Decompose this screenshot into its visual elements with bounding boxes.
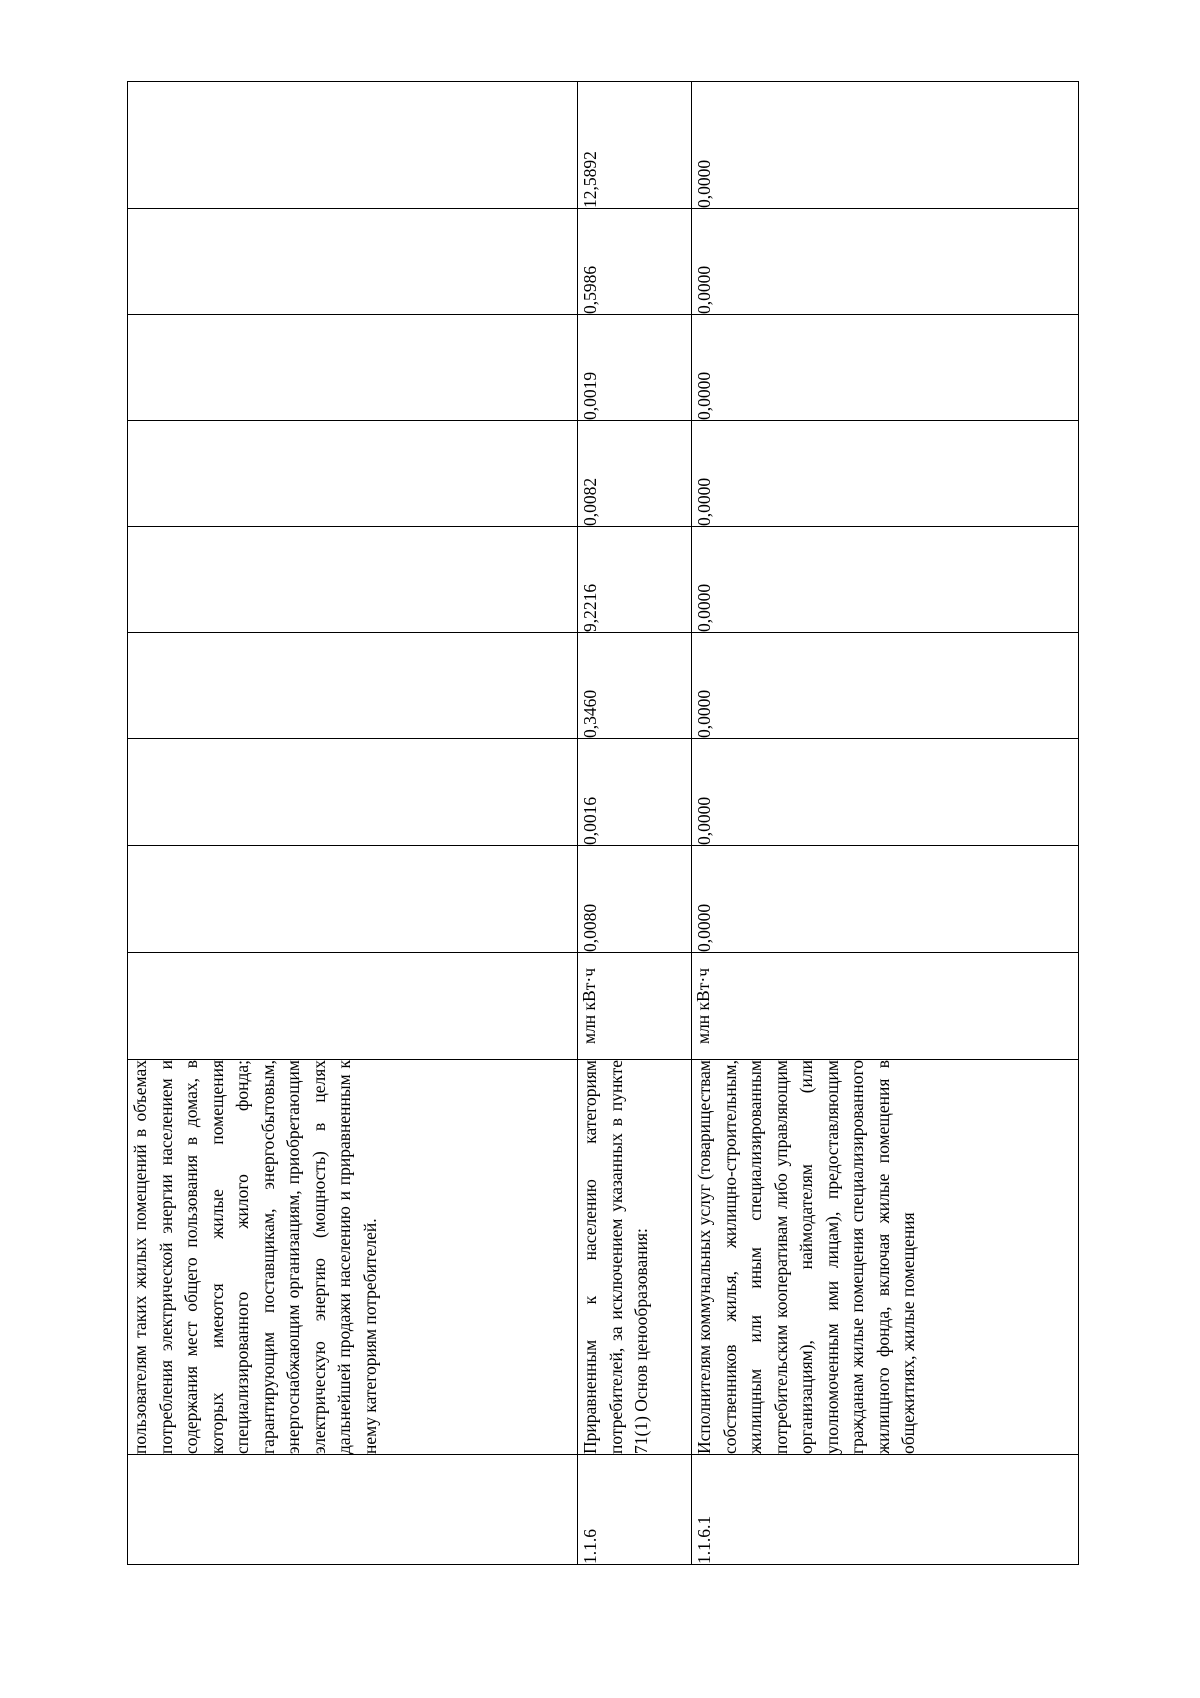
value-cell: 12,5892 — [578, 82, 692, 209]
row-id-cell: 1.1.6.1 — [692, 1455, 1079, 1565]
table-row — [692, 82, 1079, 1565]
value-cell — [128, 82, 578, 209]
row-description-cell — [128, 1060, 578, 1455]
row-unit-cell — [578, 953, 692, 1060]
value-cell: 0,0000 — [692, 739, 1079, 846]
value-cell — [128, 739, 578, 846]
row-unit-text: млн кВт·ч — [579, 968, 599, 1044]
value-cell: 0,0080 — [578, 846, 692, 953]
value-cell: 0,0000 — [692, 315, 1079, 421]
value-cell — [128, 209, 578, 315]
value-cell: 0,0082 — [578, 421, 692, 527]
row-id-cell: 1.1.6 — [578, 1455, 692, 1565]
row-description-cell — [578, 1060, 692, 1455]
value-cell: 9,2216 — [578, 527, 692, 633]
value-cell: 0,0016 — [578, 739, 692, 846]
table-row — [578, 82, 692, 1565]
table-row — [128, 82, 578, 1565]
value-cell — [128, 527, 578, 633]
row-description-text: Приравненным к населению категориям потребителей, за исключением указанных в пункте 71(1) Основ ценообразования: — [580, 1060, 651, 1454]
value-cell — [128, 846, 578, 953]
value-cell — [128, 421, 578, 527]
value-cell: 0,0000 — [692, 82, 1079, 209]
value-cell: 0,0019 — [578, 315, 692, 421]
value-cell: 0,0000 — [692, 846, 1079, 953]
row-unit-cell — [692, 953, 1079, 1060]
value-cell: 0,0000 — [692, 209, 1079, 315]
value-cell: 0,0000 — [692, 421, 1079, 527]
value-cell: 0,5986 — [578, 209, 692, 315]
row-unit-cell — [128, 953, 578, 1060]
tariff-volume-table — [127, 81, 1079, 1565]
row-description-cell — [692, 1060, 1079, 1455]
row-id-cell — [128, 1455, 578, 1565]
value-cell — [128, 633, 578, 739]
rotated-table-page — [127, 82, 1078, 1565]
value-cell: 0,0000 — [692, 527, 1079, 633]
row-description-text: Исполнителям коммунальных услуг (товариществам собственников жилья, жилищно-строительным, жилищным или иным специализированным потребительским кооперативам либо управляющим организациям), наймодателям (или уполномоченным ими лицам), предоставляющим гражданам жилые помещения специализированного жилищного фонда, включая жилые помещения в общежитиях, жилые помещения — [694, 1059, 918, 1454]
row-unit-text: млн кВт·ч — [693, 968, 713, 1044]
value-cell: 0,0000 — [692, 633, 1079, 739]
row-description-text: пользователям таких жилых помещений в объемах потребления электрической энергии населением и содержания мест общего пользования в домах, в которых имеются жилые помещения специализированного жилого фонда; гарантирующим поставщикам, энергосбытовым, энергоснабжающим организациям, приобретающим электрическую энергию (мощность) в целях дальнейшей продажи населению и приравненным к нему категориям потребителей. — [130, 1060, 380, 1454]
value-cell — [128, 315, 578, 421]
value-cell: 0,3460 — [578, 633, 692, 739]
